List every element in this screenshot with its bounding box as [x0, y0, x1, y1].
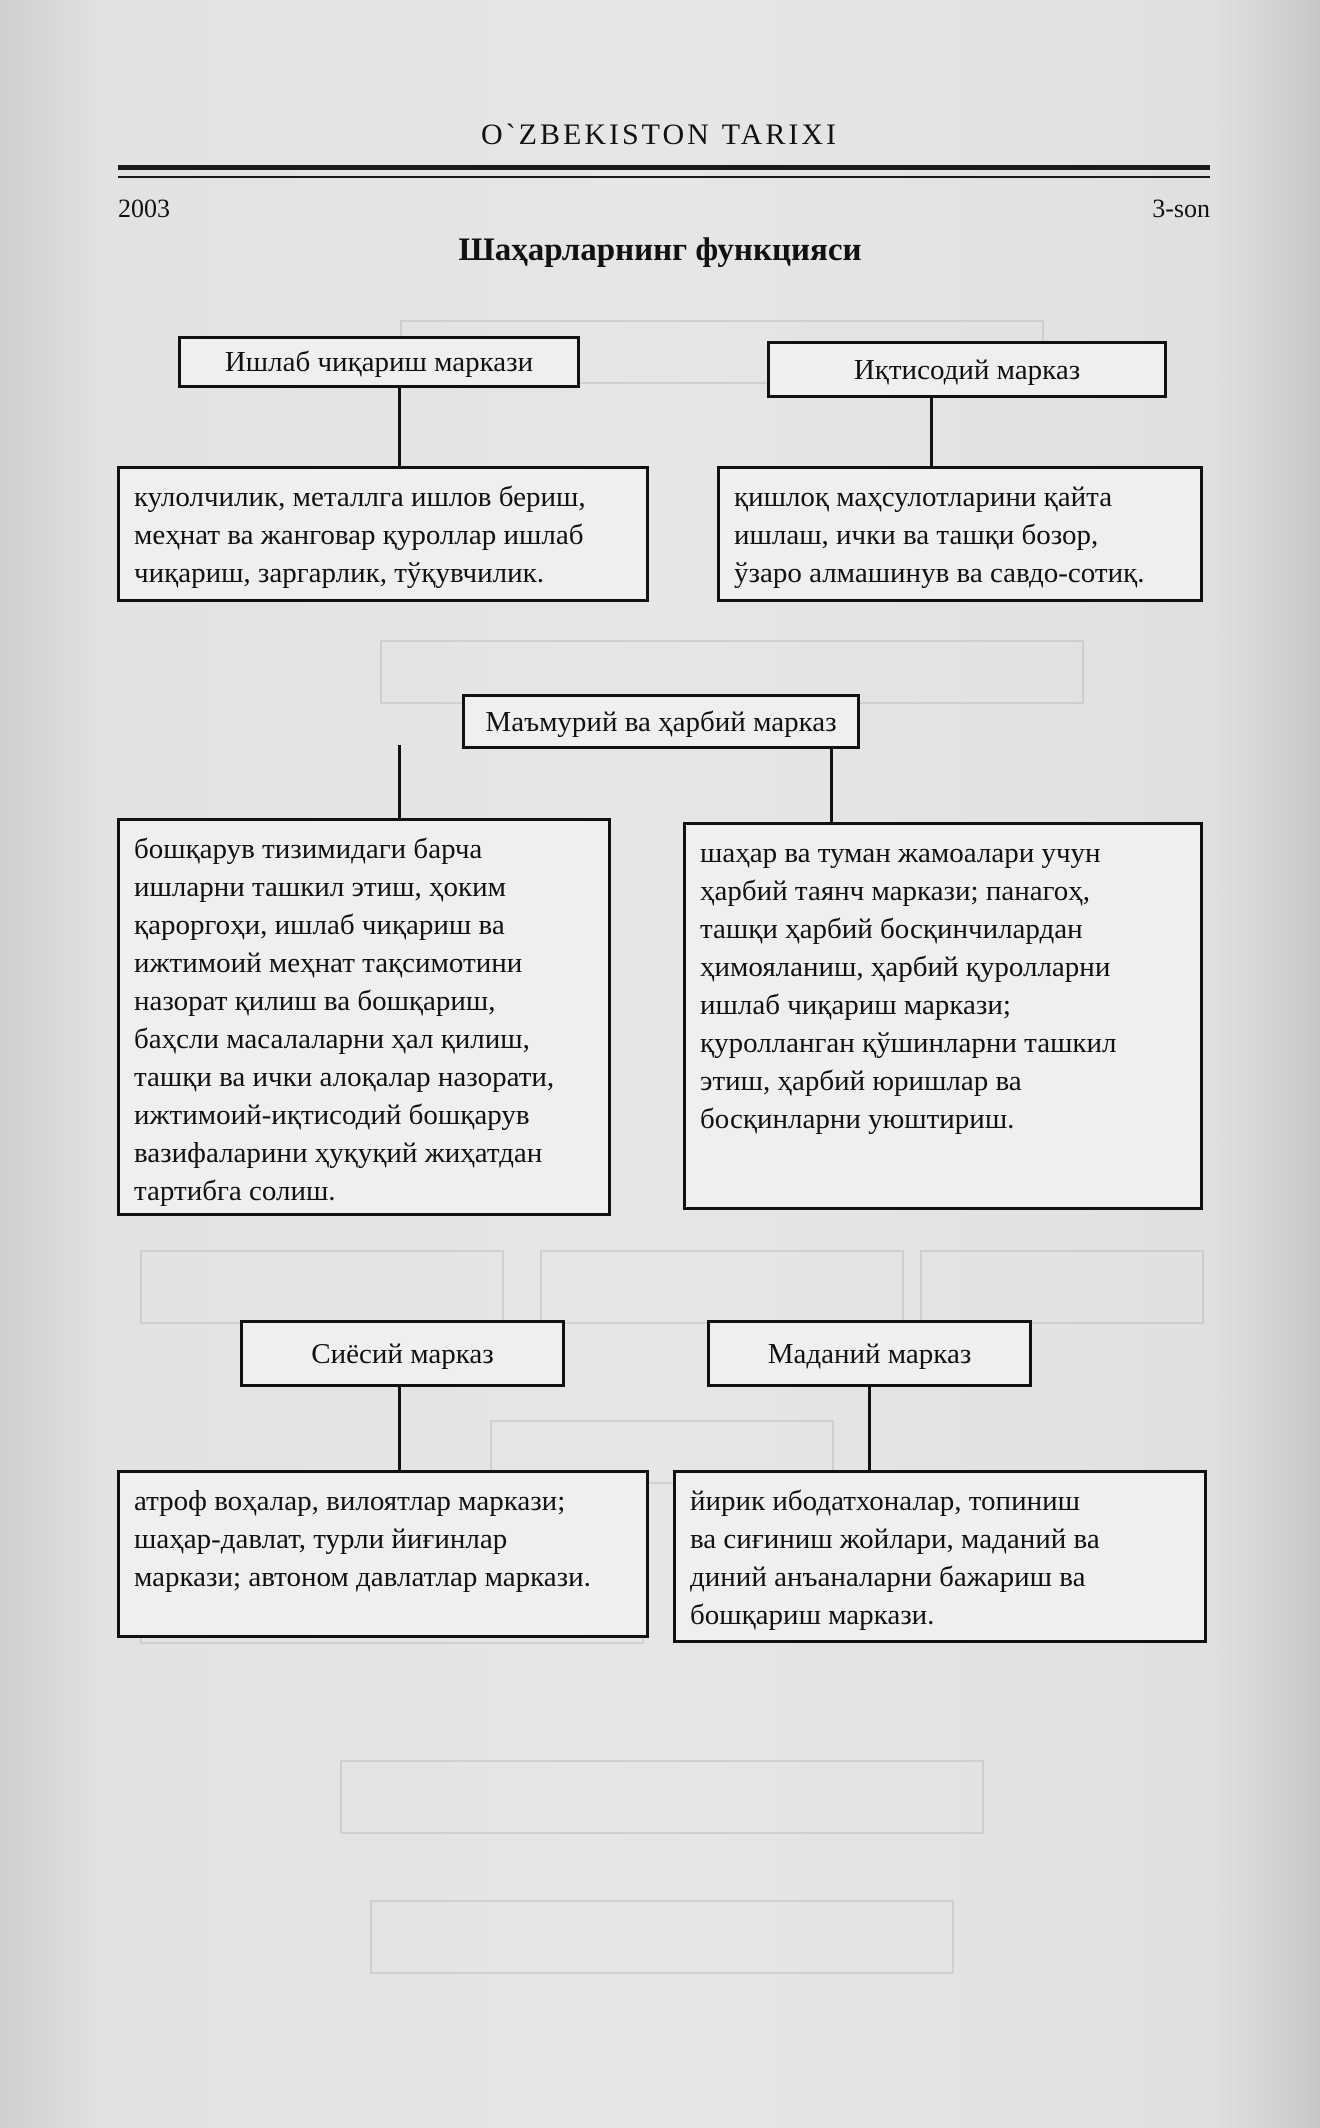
description-line: шаҳар-давлат, турли йиғинлар	[134, 1523, 508, 1555]
description-line: диний анъаналарни бажариш ва	[690, 1561, 1086, 1593]
political-center-label: Сиёсий марказ	[311, 1337, 494, 1370]
description-line: йирик ибодатхоналар, топиниш	[690, 1485, 1080, 1517]
admin-military-center-node	[462, 694, 860, 749]
description-line: маркази; автоном давлатлар маркази.	[134, 1561, 591, 1593]
description-line: ҳарбий таянч маркази; панагоҳ,	[700, 875, 1091, 907]
production-description	[117, 466, 649, 602]
admin-military-center-label: Маъмурий ва ҳарбий марказ	[485, 705, 837, 738]
description-line: ҳимояланиш, ҳарбий қуролларни	[700, 951, 1111, 983]
description-line: вазифаларини ҳуқуқий жиҳатдан	[134, 1137, 543, 1169]
description-line: тартибга солиш.	[134, 1175, 336, 1207]
description-line: меҳнат ва жанговар қуроллар ишлаб	[134, 519, 584, 551]
political-center-node	[240, 1320, 565, 1387]
issue-year: 2003	[118, 194, 170, 223]
description-line: ижтимоий-иқтисодий бошқарув	[134, 1099, 530, 1131]
cultural-description	[673, 1470, 1207, 1643]
description-line: шаҳар ва туман жамоалари учун	[700, 837, 1101, 869]
connector-line	[398, 1387, 401, 1471]
military-description	[683, 822, 1203, 1210]
journal-title: O`ZBEKISTON TARIXI	[481, 118, 839, 151]
description-line: қишлоқ маҳсулотларини қайта	[734, 481, 1113, 513]
description-line: назорат қилиш ва бошқариш,	[134, 985, 496, 1017]
cultural-center-node	[707, 1320, 1032, 1387]
description-line: ташқи ҳарбий босқинчилардан	[700, 913, 1083, 945]
connector-line	[398, 385, 401, 469]
description-line: бошқарув тизимидаги барча	[134, 833, 483, 865]
bleed-through-box	[370, 1900, 954, 1974]
economic-description	[717, 466, 1203, 602]
description-line: қуролланган қўшинларни ташкил	[700, 1027, 1117, 1059]
description-line: босқинларни уюштириш.	[700, 1103, 1015, 1135]
description-line: ижтимоий меҳнат тақсимотини	[134, 947, 523, 979]
description-line: ишлаб чиқариш маркази;	[700, 989, 1011, 1021]
connector-line	[398, 745, 401, 819]
description-line: қароргоҳи, ишлаб чиқариш ва	[134, 909, 505, 941]
description-line: атроф воҳалар, вилоятлар маркази;	[134, 1485, 566, 1517]
diagram-title: Шаҳарларнинг функцияси	[458, 232, 862, 268]
description-line: этиш, ҳарбий юришлар ва	[700, 1065, 1022, 1097]
connector-line	[868, 1387, 871, 1471]
description-line: ишлаш, ички ва ташқи бозор,	[734, 519, 1099, 551]
description-line: ташқи ва ички алоқалар назорати,	[134, 1061, 555, 1093]
description-line: ўзаро алмашинув ва савдо-сотиқ.	[734, 557, 1145, 589]
connector-line	[930, 395, 933, 469]
description-line: кулолчилик, металлга ишлов бериш,	[134, 481, 586, 513]
economic-center-node	[767, 341, 1167, 398]
description-line: баҳсли масалаларни ҳал қилиш,	[134, 1023, 530, 1055]
bleed-through-box	[920, 1250, 1204, 1324]
economic-center-label: Иқтисодий марказ	[853, 353, 1081, 386]
production-center-label: Ишлаб чиқариш маркази	[224, 346, 534, 378]
connector-line	[830, 749, 833, 823]
description-line: бошқариш маркази.	[690, 1599, 935, 1631]
bleed-through-box	[540, 1250, 904, 1324]
issue-number: 3-son	[1152, 194, 1210, 223]
description-line: ишларни ташкил этиш, ҳоким	[134, 871, 506, 903]
bleed-through-box	[340, 1760, 984, 1834]
administrative-description	[117, 818, 611, 1216]
header-rule-thick	[118, 165, 1210, 170]
production-center-node	[178, 336, 580, 388]
bleed-through-box	[140, 1250, 504, 1324]
header-rule-thin	[118, 176, 1210, 178]
cultural-center-label: Маданий марказ	[767, 1337, 972, 1370]
description-line: чиқариш, заргарлик, тўқувчилик.	[134, 557, 544, 589]
description-line: ва сиғиниш жойлари, маданий ва	[690, 1523, 1100, 1555]
political-description	[117, 1470, 649, 1638]
